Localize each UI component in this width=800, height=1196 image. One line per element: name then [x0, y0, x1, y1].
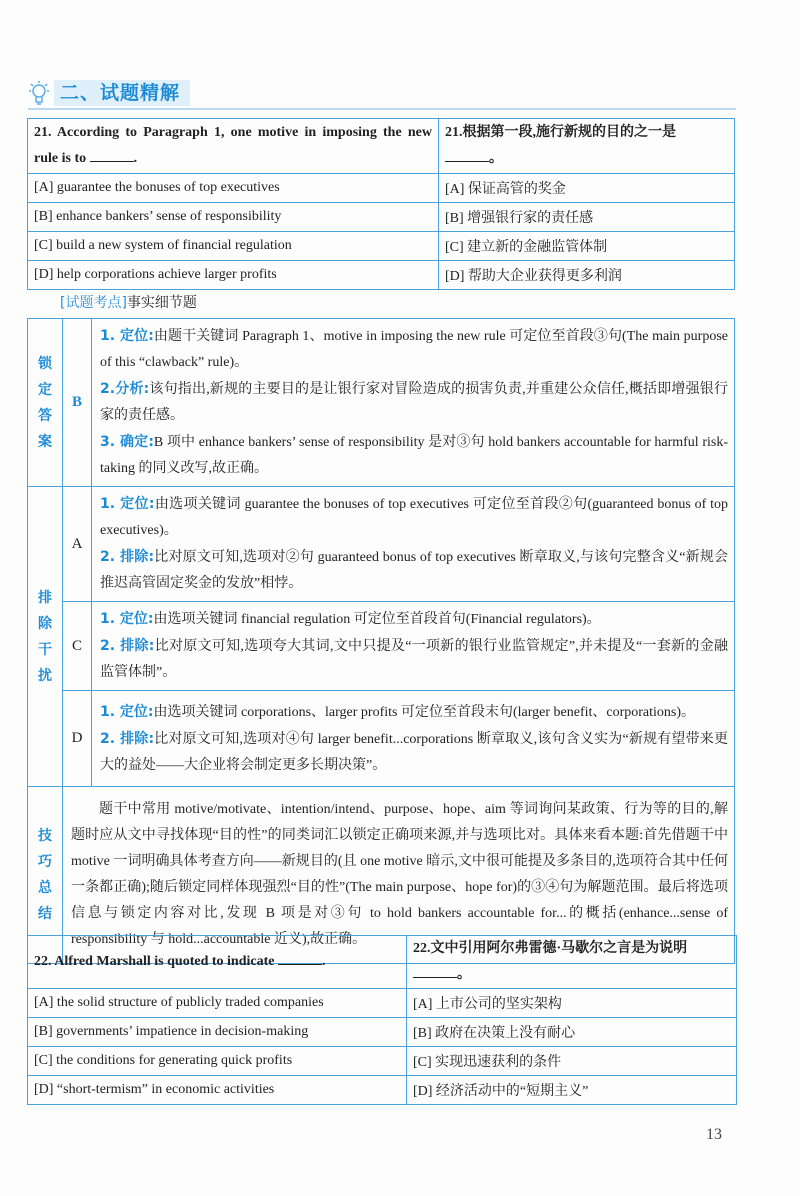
option-en: [D] help corporations achieve larger profits	[28, 261, 439, 290]
option-zh: [D] 帮助大企业获得更多利润	[439, 261, 735, 290]
option-zh: [D] 经济活动中的“短期主义”	[407, 1076, 737, 1105]
summary-label: 技巧总结	[28, 787, 63, 964]
question-21-table	[27, 118, 735, 290]
option-zh: [C] 实现迅速获利的条件	[407, 1047, 737, 1076]
question-stem-zh: 21.根据第一段,施行新规的目的之一是 。	[439, 119, 735, 174]
distractor-explanation: 1. 定位:由选项关键词 financial regulation 可定位至首段首句(Financial regulators)。 2. 排除:比对原文可知,选项夸大其词,文中只提及“一项新的银行业监管规定”,并未提及“一套新的金融监管体制”。	[92, 602, 735, 691]
section-header	[28, 80, 736, 110]
option-en: [A] the solid structure of publicly traded companies	[28, 989, 407, 1018]
question-22-table	[27, 935, 737, 1105]
distractor-letter: D	[63, 691, 92, 787]
page-number: 13	[706, 1126, 722, 1143]
option-en: [C] build a new system of financial regulation	[28, 232, 439, 261]
option-zh: [A] 上市公司的坚实架构	[407, 989, 737, 1018]
option-row	[28, 1018, 737, 1047]
section-title: 二、试题精解	[54, 80, 190, 106]
option-row	[28, 174, 735, 203]
exam-point: [试题考点]事实细节题	[60, 295, 197, 311]
analysis-table	[27, 318, 735, 964]
question-stem-en: 21. According to Paragraph 1, one motive in imposing the new rule is to .	[28, 119, 439, 174]
option-zh: [B] 增强银行家的责任感	[439, 203, 735, 232]
option-row	[28, 1047, 737, 1076]
option-en: [B] enhance bankers’ sense of responsibility	[28, 203, 439, 232]
distractor-explanation: 1. 定位:由选项关键词 guarantee the bonuses of top executives 可定位至首段②句(guaranteed bonus of top executives)。 2. 排除:比对原文可知,选项对②句 guaranteed bonus of top executives 断章取义,与该句完整含义“新规会推迟高管固定奖金的发放”相悖。	[92, 487, 735, 602]
answer-label: 锁定答案	[28, 319, 63, 487]
option-en: [B] governments’ impatience in decision-making	[28, 1018, 407, 1047]
distractor-letter: A	[63, 487, 92, 602]
option-row	[28, 989, 737, 1018]
option-en: [D] “short-termism” in economic activities	[28, 1076, 407, 1105]
distractor-letter: C	[63, 602, 92, 691]
option-zh: [B] 政府在决策上没有耐心	[407, 1018, 737, 1047]
answer-explanation: 1. 定位:由题干关键词 Paragraph 1、motive in imposing the new rule 可定位至首段③句(The main purpose of this “clawback” rule)。 2.分析:该句指出,新规的主要目的是让银行家对冒险造成的损害负责,并重建公众信任,概括即增强银行家的责任感。 3. 确定:B 项中 enhance bankers’ sense of responsibility 是对③句 hold bankers accountable for harmful risk-taking 的同义改写,故正确。	[92, 319, 735, 487]
question-stem-en: 22. Alfred Marshall is quoted to indicate .	[28, 936, 407, 989]
distractor-label: 排除干扰	[28, 487, 63, 787]
option-row	[28, 1076, 737, 1105]
answer-letter: B	[63, 319, 92, 487]
option-en: [C] the conditions for generating quick profits	[28, 1047, 407, 1076]
lightbulb-icon	[28, 80, 50, 106]
option-row	[28, 232, 735, 261]
distractor-explanation: 1. 定位:由选项关键词 corporations、larger profits 可定位至首段末句(larger benefit、corporations)。 2. 排除:比对原文可知,选项对④句 larger benefit...corporations 断章取义,该句含义实为“新规有望带来更大的益处——大企业将会制定更多长期决策”。	[92, 691, 735, 787]
option-en: [A] guarantee the bonuses of top executives	[28, 174, 439, 203]
option-row	[28, 203, 735, 232]
option-zh: [C] 建立新的金融监管体制	[439, 232, 735, 261]
option-zh: [A] 保证高管的奖金	[439, 174, 735, 203]
question-stem-zh: 22.文中引用阿尔弗雷德·马歇尔之言是为说明 。	[407, 936, 737, 989]
summary-text: 题干中常用 motive/motivate、intention/intend、purpose、hope、aim 等词询问某政策、行为等的目的,解题时应从文中寻找体现“目的性”的同类词汇以锁定正确项来源,并与选项比对。具体来看本题:首先借题干中 motive 一词明确具体考查方向——新规目的(且 one motive 暗示,文中很可能提及多条目的,选项符合其中任何一条都正确);随后锁定同样体现强烈“目的性”(The main purpose、hope for)的③④句为解题范围。最后将选项信息与锁定内容对比,发现 B 项是对③句 to hold bankers accountable for...的概括(enhance...sense of responsibility 与 hold...accountable 近义),故正确。	[63, 787, 735, 964]
option-row	[28, 261, 735, 290]
